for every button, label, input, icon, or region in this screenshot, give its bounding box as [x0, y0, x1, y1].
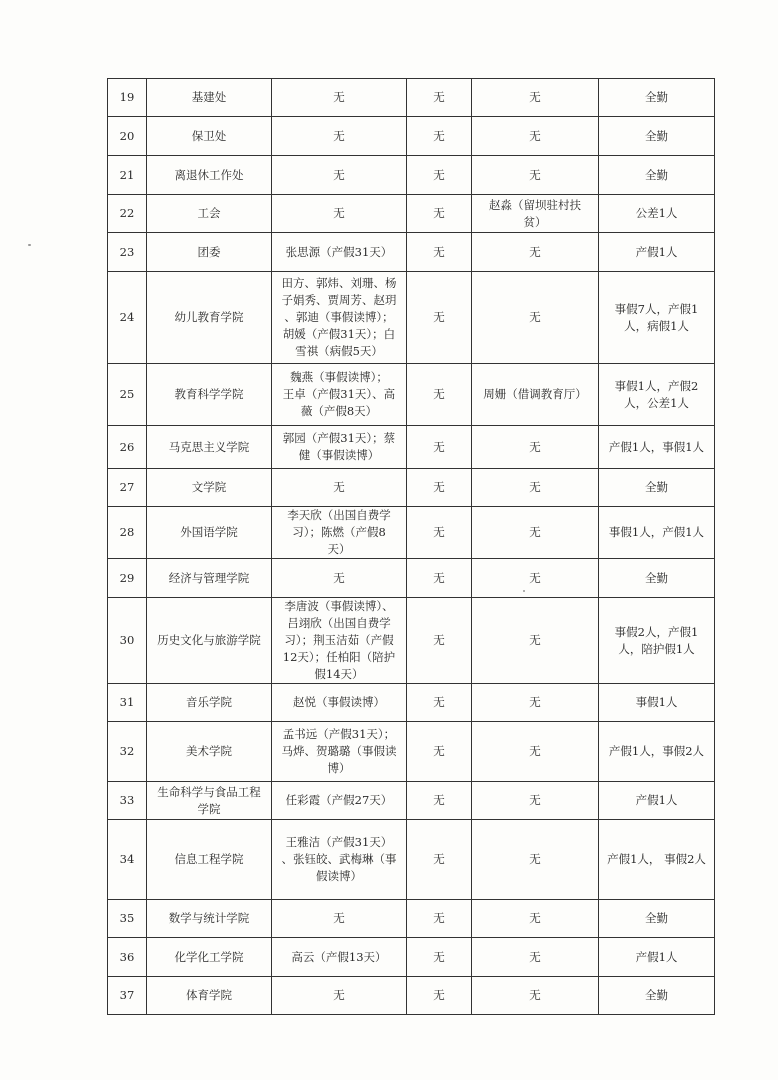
summary-value: 事假1人，产假1人 [599, 507, 715, 559]
summary-value: 全勤 [599, 79, 715, 117]
column-5-value: 无 [472, 598, 599, 684]
leave-details: 无 [272, 977, 407, 1015]
department-name: 保卫处 [147, 117, 272, 156]
summary-value: 全勤 [599, 900, 715, 938]
column-4-value: 无 [407, 938, 472, 977]
department-name: 幼儿教育学院 [147, 272, 272, 364]
row-number: 34 [108, 820, 147, 900]
summary-value: 全勤 [599, 117, 715, 156]
column-5-value: 无 [472, 820, 599, 900]
table-row [108, 900, 715, 938]
department-name: 马克思主义学院 [147, 426, 272, 469]
table-row [108, 722, 715, 782]
column-5-value: 无 [472, 684, 599, 722]
leave-details: 赵悦（事假读博） [272, 684, 407, 722]
summary-value: 事假1人，产假2 人，公差1人 [599, 364, 715, 426]
row-number: 21 [108, 156, 147, 195]
row-number: 25 [108, 364, 147, 426]
department-name: 信息工程学院 [147, 820, 272, 900]
column-4-value: 无 [407, 559, 472, 598]
column-5-value: 无 [472, 117, 599, 156]
column-4-value: 无 [407, 684, 472, 722]
leave-details: 田方、郭炜、刘珊、杨 子娟秀、贾周芳、赵玥 、郭迪（事假读博）； 胡媛（产假31天）；白 雪祺（病假5天） [272, 272, 407, 364]
leave-details: 孟书远（产假31天）； 马烨、贺璐璐（事假读 博） [272, 722, 407, 782]
summary-value: 产假1人，事假1人 [599, 426, 715, 469]
department-name: 历史文化与旅游学院 [147, 598, 272, 684]
column-4-value: 无 [407, 79, 472, 117]
summary-value: 公差1人 [599, 195, 715, 233]
summary-value: 全勤 [599, 469, 715, 507]
column-4-value: 无 [407, 426, 472, 469]
table-row [108, 364, 715, 426]
column-4-value: 无 [407, 156, 472, 195]
row-number: 22 [108, 195, 147, 233]
column-5-value: 无 [472, 900, 599, 938]
leave-details: 郭园（产假31天）；蔡 健（事假读博） [272, 426, 407, 469]
summary-value: 产假1人 [599, 782, 715, 820]
table-row [108, 820, 715, 900]
department-name: 音乐学院 [147, 684, 272, 722]
table-row [108, 117, 715, 156]
department-name: 教育科学学院 [147, 364, 272, 426]
row-number: 33 [108, 782, 147, 820]
department-name: 美术学院 [147, 722, 272, 782]
row-number: 27 [108, 469, 147, 507]
column-5-value: 无 [472, 722, 599, 782]
department-name: 生命科学与食品工程 学院 [147, 782, 272, 820]
summary-value: 事假7人，产假1 人，病假1人 [599, 272, 715, 364]
column-4-value: 无 [407, 820, 472, 900]
scan-speck [28, 244, 31, 246]
column-4-value: 无 [407, 195, 472, 233]
leave-details: 无 [272, 195, 407, 233]
column-4-value: 无 [407, 977, 472, 1015]
summary-value: 全勤 [599, 559, 715, 598]
row-number: 28 [108, 507, 147, 559]
column-4-value: 无 [407, 117, 472, 156]
row-number: 36 [108, 938, 147, 977]
attendance-table-body [108, 79, 715, 1015]
table-row [108, 977, 715, 1015]
table-row [108, 938, 715, 977]
row-number: 20 [108, 117, 147, 156]
leave-details: 高云（产假13天） [272, 938, 407, 977]
leave-details: 无 [272, 79, 407, 117]
leave-details: 魏燕（事假读博）； 王卓（产假31天）、高 薇（产假8天） [272, 364, 407, 426]
department-name: 外国语学院 [147, 507, 272, 559]
column-5-value: 无 [472, 507, 599, 559]
summary-value: 产假1人， 事假2人 [599, 820, 715, 900]
column-5-value: 无 [472, 426, 599, 469]
leave-details: 无 [272, 156, 407, 195]
column-4-value: 无 [407, 233, 472, 272]
table-row [108, 469, 715, 507]
column-4-value: 无 [407, 900, 472, 938]
column-5-value: 周姗（借调教育厅） [472, 364, 599, 426]
column-5-value: 无 [472, 559, 599, 598]
column-4-value: 无 [407, 364, 472, 426]
attendance-table [107, 78, 715, 1015]
column-5-value: 无 [472, 469, 599, 507]
table-row [108, 233, 715, 272]
summary-value: 产假1人 [599, 938, 715, 977]
table-row [108, 684, 715, 722]
department-name: 化学化工学院 [147, 938, 272, 977]
leave-details: 无 [272, 117, 407, 156]
row-number: 30 [108, 598, 147, 684]
table-row [108, 272, 715, 364]
department-name: 文学院 [147, 469, 272, 507]
column-5-value: 赵淼（留坝驻村扶 贫） [472, 195, 599, 233]
department-name: 数学与统计学院 [147, 900, 272, 938]
row-number: 23 [108, 233, 147, 272]
row-number: 31 [108, 684, 147, 722]
summary-value: 产假1人 [599, 233, 715, 272]
leave-details: 李天欣（出国自费学 习）；陈燃（产假8 天） [272, 507, 407, 559]
column-4-value: 无 [407, 272, 472, 364]
column-5-value: 无 [472, 782, 599, 820]
department-name: 团委 [147, 233, 272, 272]
leave-details: 无 [272, 469, 407, 507]
column-5-value: 无 [472, 79, 599, 117]
leave-details: 无 [272, 900, 407, 938]
department-name: 工会 [147, 195, 272, 233]
column-4-value: 无 [407, 469, 472, 507]
leave-details: 无 [272, 559, 407, 598]
table-row [108, 79, 715, 117]
column-5-value: 无 [472, 233, 599, 272]
department-name: 经济与管理学院 [147, 559, 272, 598]
table-row [108, 559, 715, 598]
column-5-value: 无 [472, 272, 599, 364]
row-number: 32 [108, 722, 147, 782]
row-number: 26 [108, 426, 147, 469]
table-row [108, 195, 715, 233]
leave-details: 张思源（产假31天） [272, 233, 407, 272]
row-number: 37 [108, 977, 147, 1015]
leave-details: 王雅洁（产假31天） 、张钰皎、武梅琳（事 假读博） [272, 820, 407, 900]
table-row [108, 426, 715, 469]
summary-value: 产假1人，事假2人 [599, 722, 715, 782]
column-5-value: 无 [472, 938, 599, 977]
summary-value: 事假1人 [599, 684, 715, 722]
summary-value: 全勤 [599, 977, 715, 1015]
column-4-value: 无 [407, 782, 472, 820]
summary-value: 事假2人，产假1 人，陪护假1人 [599, 598, 715, 684]
department-name: 离退休工作处 [147, 156, 272, 195]
table-row [108, 507, 715, 559]
row-number: 19 [108, 79, 147, 117]
leave-details: 任彩霞（产假27天） [272, 782, 407, 820]
summary-value: 全勤 [599, 156, 715, 195]
table-row [108, 156, 715, 195]
table-row [108, 598, 715, 684]
department-name: 基建处 [147, 79, 272, 117]
column-5-value: 无 [472, 156, 599, 195]
row-number: 24 [108, 272, 147, 364]
column-4-value: 无 [407, 722, 472, 782]
row-number: 35 [108, 900, 147, 938]
leave-details: 李唐波（事假读博）、 吕翊欣（出国自费学 习）；荆玉洁茹（产假 12天）；任柏阳（陪护 假14天） [272, 598, 407, 684]
row-number: 29 [108, 559, 147, 598]
column-4-value: 无 [407, 507, 472, 559]
table-row [108, 782, 715, 820]
department-name: 体育学院 [147, 977, 272, 1015]
column-4-value: 无 [407, 598, 472, 684]
column-5-value: 无 [472, 977, 599, 1015]
